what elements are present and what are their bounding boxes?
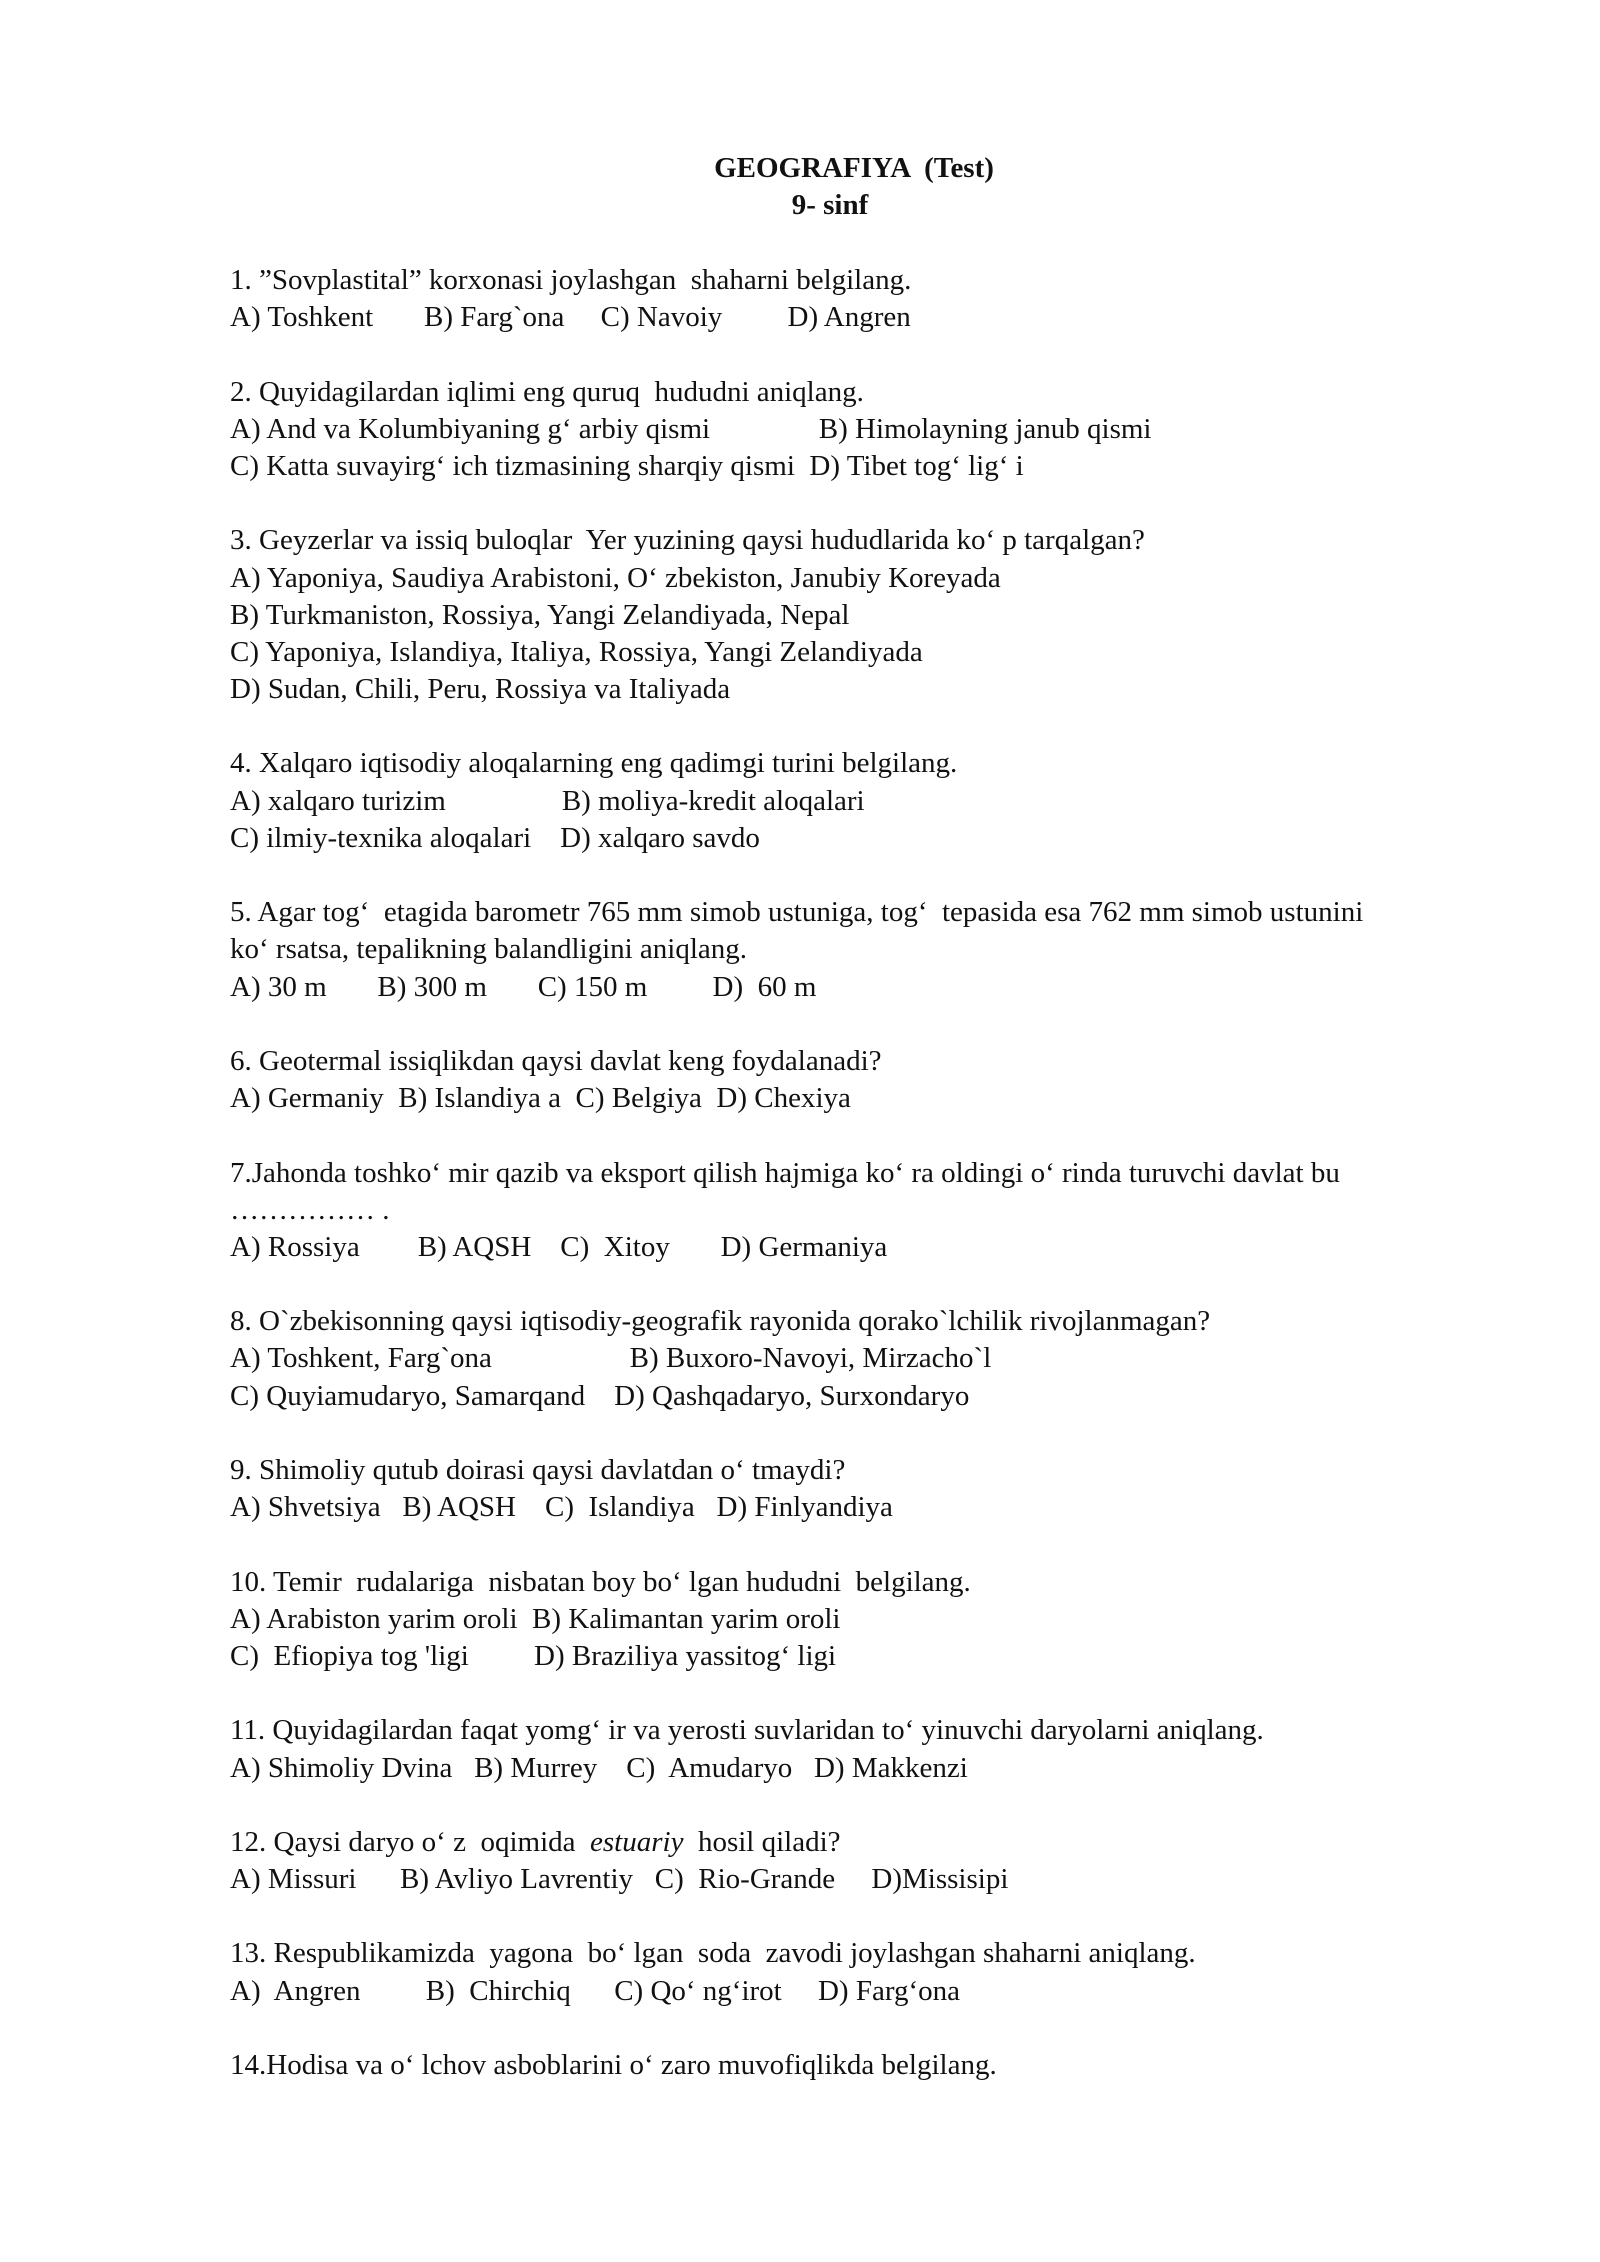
document-title: GEOGRAFIYA (Test): [714, 152, 994, 184]
question-4: [230, 745, 1520, 857]
answer-option-d: D) Sudan, Chili, Peru, Rossiya va Italiyada: [230, 673, 731, 706]
question-3: [230, 522, 1520, 708]
question-12: [230, 1824, 1520, 1898]
question-text: [230, 1824, 1520, 1861]
answer-options: C) Katta suvayirg‘ ich tizmasining sharqiy qismi D) Tibet tog‘ lig‘ i: [230, 449, 1024, 482]
question-text-continued: ko‘ rsatsa, tepalikning balandligini aniqlang.: [230, 933, 748, 966]
grade-label: 9- sinf: [791, 189, 869, 221]
question-text: 13. Respublikamizda yagona bo‘ lgan soda zavodi joylashgan shaharni aniqlang.: [230, 1937, 1196, 1970]
answer-options: C) Quyiamudaryo, Samarqand D) Qashqadaryo, Surxondaryo: [230, 1379, 970, 1412]
question-1: [230, 262, 1520, 336]
question-2: [230, 374, 1520, 486]
answer-options: A) Angren B) Chirchiq C) Qo‘ ng‘irot D) Farg‘ona: [230, 1974, 960, 2007]
question-text-continued: …………… .: [230, 1193, 390, 1226]
answer-options: A) Toshkent B) Farg`ona C) Navoiy D) Angren: [230, 301, 911, 334]
question-text: 9. Shimoliy qutub doirasi qaysi davlatdan o‘ tmaydi?: [230, 1454, 846, 1486]
answer-options: A) Germaniy B) Islandiya a C) Belgiya D) Chexiya: [230, 1082, 851, 1115]
question-5: [230, 894, 1520, 1006]
question-6: [230, 1043, 1520, 1117]
answer-options: A) Shimoliy Dvina B) Murrey C) Amudaryo D) Makkenzi: [230, 1751, 968, 1784]
answer-options: A) Arabiston yarim oroli B) Kalimantan yarim oroli: [230, 1602, 841, 1635]
answer-options: C) Efiopiya tog 'ligi D) Braziliya yassitog‘ ligi: [230, 1639, 837, 1672]
answer-options: A) Toshkent, Farg`ona B) Buxoro-Navoyi, Mirzacho`l: [230, 1342, 992, 1375]
question-text: 3. Geyzerlar va issiq buloqlar Yer yuzining qaysi hududlarida ko‘ p tarqalgan?: [230, 524, 1145, 557]
question-text: 14.Hodisa va o‘ lchov asboblarini o‘ zaro muvofiqlikda belgilang.: [230, 2049, 997, 2081]
question-7: [230, 1155, 1520, 1267]
answer-options: A) And va Kolumbiyaning g‘ arbiy qismi B) Himolayning janub qismi: [230, 412, 1152, 445]
document-header: [0, 150, 1600, 224]
question-text-start: 12. Qaysi daryo o‘ z oqimida: [230, 1825, 591, 1858]
answer-option-a: A) Yaponiya, Saudiya Arabistoni, O‘ zbekiston, Janubiy Koreyada: [230, 561, 1001, 594]
answer-options: A) 30 m B) 300 m C) 150 m D) 60 m: [230, 970, 817, 1003]
emphasized-term: estuariy: [590, 1825, 684, 1858]
question-9: [230, 1452, 1520, 1526]
answer-option-b: B) Turkmaniston, Rossiya, Yangi Zelandiyada, Nepal: [230, 598, 850, 631]
answer-options: A) Rossiya B) AQSH C) Xitoy D) Germaniya: [230, 1230, 888, 1263]
question-text: 2. Quyidagilardan iqlimi eng quruq hududni aniqlang.: [230, 375, 864, 408]
question-list: [230, 262, 1520, 2121]
question-13: [230, 1935, 1520, 2009]
question-8: [230, 1303, 1520, 1415]
question-text: 11. Quyidagilardan faqat yomg‘ ir va yerosti suvlaridan to‘ yinuvchi daryolarni aniqlang.: [230, 1714, 1264, 1747]
question-text: 4. Xalqaro iqtisodiy aloqalarning eng qadimgi turini belgilang.: [230, 747, 958, 780]
question-text-end: hosil qiladi?: [683, 1825, 841, 1858]
question-14: [230, 2047, 1520, 2084]
answer-options: A) xalqaro turizim B) moliya-kredit aloqalari: [230, 784, 865, 817]
question-text: 8. O`zbekisonning qaysi iqtisodiy-geografik rayonida qorako`lchilik rivojlanmagan?: [230, 1305, 1211, 1338]
answer-options: A) Shvetsiya B) AQSH C) Islandiya D) Finlyandiya: [230, 1491, 893, 1524]
question-text: 1. ”Sovplastital” korxonasi joylashgan shaharni belgilang.: [230, 264, 912, 296]
question-text: 5. Agar tog‘ etagida barometr 765 mm simob ustuniga, tog‘ tepasida esa 762 mm simob ustunini: [230, 896, 1364, 929]
answer-options: C) ilmiy-texnika aloqalari D) xalqaro savdo: [230, 821, 760, 854]
question-10: [230, 1564, 1520, 1676]
question-text: 10. Temir rudalariga nisbatan boy bo‘ lgan hududni belgilang.: [230, 1565, 971, 1598]
question-text: 7.Jahonda toshko‘ mir qazib va eksport qilish hajmiga ko‘ ra oldingi o‘ rinda turuvchi davlat bu: [230, 1156, 1340, 1189]
answer-options: A) Missuri B) Avliyo Lavrentiy C) Rio-Grande D)Missisipi: [230, 1863, 1009, 1896]
answer-option-c: C) Yaponiya, Islandiya, Italiya, Rossiya, Yangi Zelandiyada: [230, 635, 923, 668]
question-text: 6. Geotermal issiqlikdan qaysi davlat keng foydalanadi?: [230, 1044, 882, 1077]
question-11: [230, 1712, 1520, 1786]
